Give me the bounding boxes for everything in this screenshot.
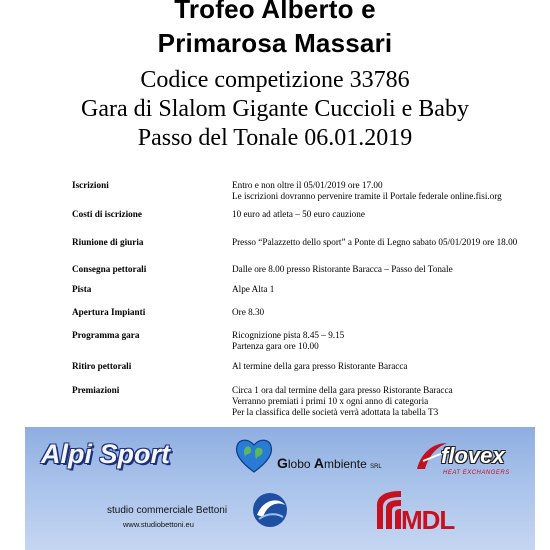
- value-line: Ore 8.30: [232, 307, 265, 317]
- globo-ambiente-text: [277, 455, 382, 471]
- row-value: [232, 284, 542, 295]
- globo-letter-a: A: [313, 455, 325, 471]
- value-line: Per la classifica delle società verrà adottata la tabella T3: [232, 407, 439, 418]
- row-label: Ritiro pettorali: [72, 361, 132, 371]
- bettoni-swirl-icon: [249, 489, 291, 531]
- row-label: Costi di iscrizione: [72, 209, 142, 219]
- value-line: Verranno premiati i primi 10 x ogni anno di categoria: [232, 396, 429, 407]
- mdl-text: MDL: [401, 505, 455, 535]
- row-value: [232, 307, 542, 318]
- sponsor-banner: [25, 427, 535, 550]
- row-value: [232, 361, 542, 372]
- globo-text-end: mbiente: [324, 457, 367, 471]
- value-line: Presso “Palazzetto dello sport” a Ponte di Legno sabato 05/01/2019 ore 18.00: [232, 237, 518, 247]
- value-line: 10 euro ad atleta – 50 euro cauzione: [232, 209, 365, 219]
- row-value: [232, 180, 542, 202]
- row-value: [232, 264, 542, 275]
- row-value: [232, 237, 542, 248]
- row-label: Apertura Impianti: [72, 307, 146, 317]
- flovex-logo: [413, 435, 528, 481]
- bettoni-name: studio commerciale Bettoni: [107, 505, 228, 516]
- row-value: [232, 385, 542, 419]
- globo-ambiente-logo: [233, 435, 403, 480]
- row-label: Programma gara: [72, 330, 140, 340]
- globo-text-mid: lobo: [287, 457, 314, 471]
- row-label: Consegna pettorali: [72, 264, 147, 274]
- flovex-subtitle: HEAT EXCHANGERS: [443, 470, 510, 476]
- document-header: [0, 0, 550, 153]
- row-label: Pista: [72, 284, 92, 294]
- value-line: Partenza gara ore 10.00: [232, 341, 319, 352]
- alpi-sport-logo: Alpi Sport: [41, 439, 170, 469]
- title-line-2: Primarosa Massari: [157, 28, 393, 58]
- row-label: Iscrizioni: [72, 180, 109, 190]
- globo-srl: SRL: [370, 464, 382, 470]
- value-line: Dalle ore 8.00 presso Ristorante Baracca – Passo del Tonale: [232, 264, 453, 274]
- row-label: Premiazioni: [72, 385, 120, 395]
- competition-code: Codice competizione 33786: [140, 67, 410, 93]
- heart-globe-icon: [233, 435, 275, 475]
- value-line: Al termine della gara presso Ristorante Baracca: [232, 361, 408, 371]
- row-value: [232, 330, 542, 352]
- title-line-1: Trofeo Alberto e: [174, 0, 376, 24]
- value-line: Entro e non oltre il 05/01/2019 ore 17.00: [232, 180, 383, 190]
- value-line: Le iscrizioni dovranno pervenire tramite il Portale federale online.fisi.org: [232, 191, 502, 202]
- bettoni-url: www.studiobettoni.eu: [123, 520, 194, 529]
- bettoni-logo: [107, 489, 297, 534]
- mdl-logo: [375, 489, 485, 537]
- race-location-date: Passo del Tonale 06.01.2019: [137, 125, 413, 151]
- value-line: Ricognizione pista 8.45 – 9.15: [232, 330, 345, 340]
- value-line: Circa 1 ora dal termine della gara presso Ristorante Baracca: [232, 385, 453, 395]
- flovex-text: flovex: [441, 443, 505, 468]
- globo-letter-g: G: [277, 455, 288, 471]
- value-line: Alpe Alta 1: [232, 284, 275, 294]
- row-label: Riunione di giuria: [72, 237, 144, 247]
- row-value: [232, 209, 542, 220]
- race-name: Gara di Slalom Gigante Cuccioli e Baby: [81, 96, 469, 122]
